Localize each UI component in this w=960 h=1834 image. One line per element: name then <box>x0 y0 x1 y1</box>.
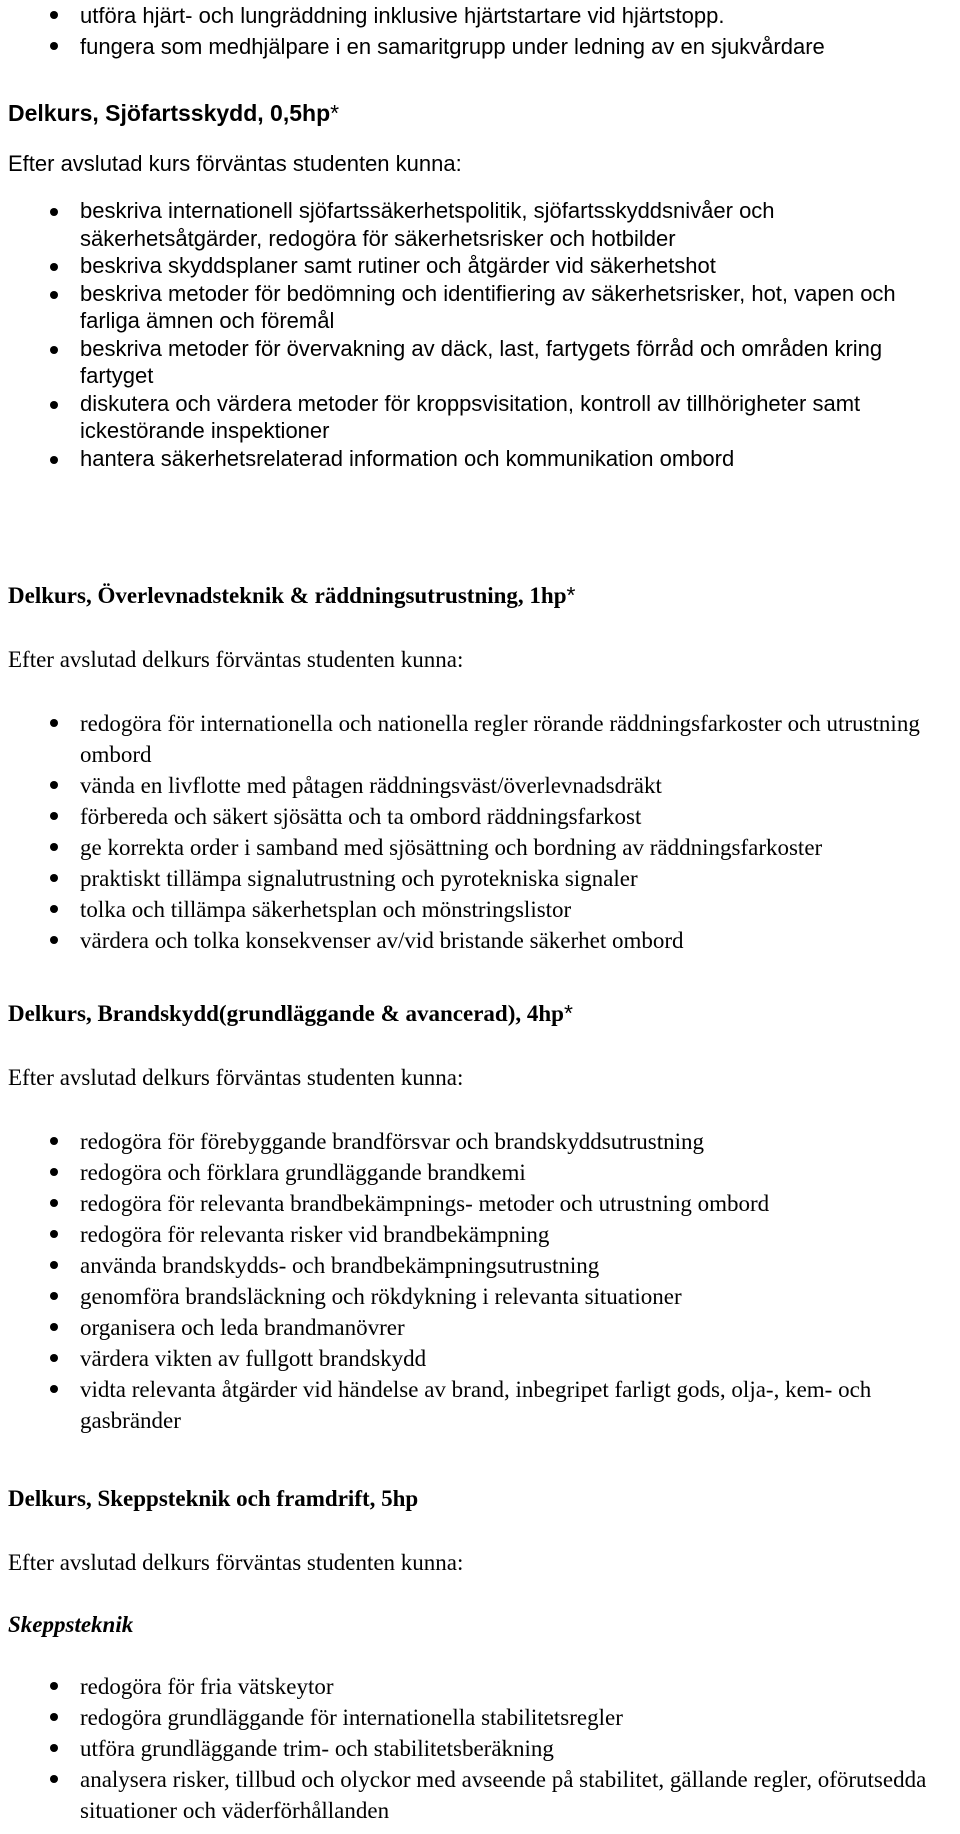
list-item: redogöra för fria vätskeytor <box>8 1671 952 1702</box>
list-item: genomföra brandsläckning och rökdykning i relevanta situationer <box>8 1281 952 1312</box>
section-title-suffix: * <box>563 1000 573 1026</box>
section-title: Delkurs, Överlevnadsteknik & räddningsutrustning, 1hp <box>8 583 567 608</box>
list-item: värdera vikten av fullgott brandskydd <box>8 1343 952 1374</box>
section-objectives-list <box>8 1126 952 1436</box>
list-item: ge korrekta order i samband med sjösättning och bordning av räddningsfarkoster <box>8 832 952 863</box>
section-intro: Efter avslutad kurs förväntas studenten kunna: <box>8 151 462 176</box>
section-sjofartsskydd <box>8 98 952 472</box>
section-heading <box>8 98 952 129</box>
list-item: förbereda och säkert sjösätta och ta ombord räddningsfarkost <box>8 801 952 832</box>
section-overlevnadsteknik <box>8 580 952 956</box>
list-item: tolka och tillämpa säkerhetsplan och mönstringslistor <box>8 894 952 925</box>
section-title: Delkurs, Brandskydd(grundläggande & avancerad), 4hp <box>8 1001 564 1026</box>
list-item: beskriva internationell sjöfartssäkerhetspolitik, sjöfartsskyddsnivåer och säkerhetsåtgärder, redogöra för säkerhetsrisker och hotbilder <box>8 197 952 252</box>
list-item: redogöra för förebyggande brandförsvar och brandskyddsutrustning <box>8 1126 952 1157</box>
list-item: redogöra grundläggande för internationella stabilitetsregler <box>8 1702 952 1733</box>
list-item: redogöra och förklara grundläggande brandkemi <box>8 1157 952 1188</box>
section-objectives-list <box>8 708 952 956</box>
list-item: redogöra för relevanta brandbekämpnings- metoder och utrustning ombord <box>8 1188 952 1219</box>
list-item: värdera och tolka konsekvenser av/vid bristande säkerhet ombord <box>8 925 952 956</box>
section-intro: Efter avslutad delkurs förväntas studenten kunna: <box>8 647 464 672</box>
list-item: beskriva metoder för övervakning av däck, last, fartygets förråd och områden kring fartyget <box>8 335 952 390</box>
section-title-suffix: * <box>330 100 340 126</box>
section-objectives-list <box>8 1671 952 1826</box>
list-item: utföra hjärt- och lungräddning inklusive hjärtstartare vid hjärtstopp. <box>8 0 952 31</box>
section-objectives-list <box>8 197 952 472</box>
list-item: redogöra för relevanta risker vid brandbekämpning <box>8 1219 952 1250</box>
list-item: redogöra för internationella och nationella regler rörande räddningsfarkoster och utrustning ombord <box>8 708 952 770</box>
list-item: analysera risker, tillbud och olyckor med avseende på stabilitet, gällande regler, oförutsedda situationer och väderförhållanden <box>8 1764 952 1826</box>
section-heading <box>8 998 952 1029</box>
section-intro: Efter avslutad delkurs förväntas studenten kunna: <box>8 1550 464 1575</box>
list-item: vända en livflotte med påtagen räddningsväst/överlevnadsdräkt <box>8 770 952 801</box>
top-list <box>8 0 952 62</box>
list-item: beskriva metoder för bedömning och identifiering av säkerhetsrisker, hot, vapen och farliga ämnen och föremål <box>8 280 952 335</box>
list-item: hantera säkerhetsrelaterad information och kommunikation ombord <box>8 445 952 473</box>
list-item: vidta relevanta åtgärder vid händelse av brand, inbegripet farligt gods, olja-, kem- och gasbränder <box>8 1374 952 1436</box>
section-intro: Efter avslutad delkurs förväntas studenten kunna: <box>8 1065 464 1090</box>
subsection-heading: Skeppsteknik <box>8 1612 134 1637</box>
section-skeppsteknik <box>8 1483 952 1826</box>
list-item: använda brandskydds- och brandbekämpningsutrustning <box>8 1250 952 1281</box>
list-item: diskutera och värdera metoder för kroppsvisitation, kontroll av tillhörigheter samt ickestörande inspektioner <box>8 390 952 445</box>
section-brandskydd <box>8 998 952 1436</box>
section-title-suffix: * <box>566 582 576 608</box>
top-list-block <box>8 0 952 62</box>
list-item: praktiskt tillämpa signalutrustning och pyrotekniska signaler <box>8 863 952 894</box>
section-heading <box>8 580 952 611</box>
section-title: Delkurs, Sjöfartsskydd, 0,5hp <box>8 100 331 126</box>
list-item: beskriva skyddsplaner samt rutiner och åtgärder vid säkerhetshot <box>8 252 952 280</box>
list-item: fungera som medhjälpare i en samaritgrupp under ledning av en sjukvårdare <box>8 31 952 62</box>
section-heading: Delkurs, Skeppsteknik och framdrift, 5hp <box>8 1486 419 1511</box>
list-item: utföra grundläggande trim- och stabilitetsberäkning <box>8 1733 952 1764</box>
list-item: organisera och leda brandmanövrer <box>8 1312 952 1343</box>
